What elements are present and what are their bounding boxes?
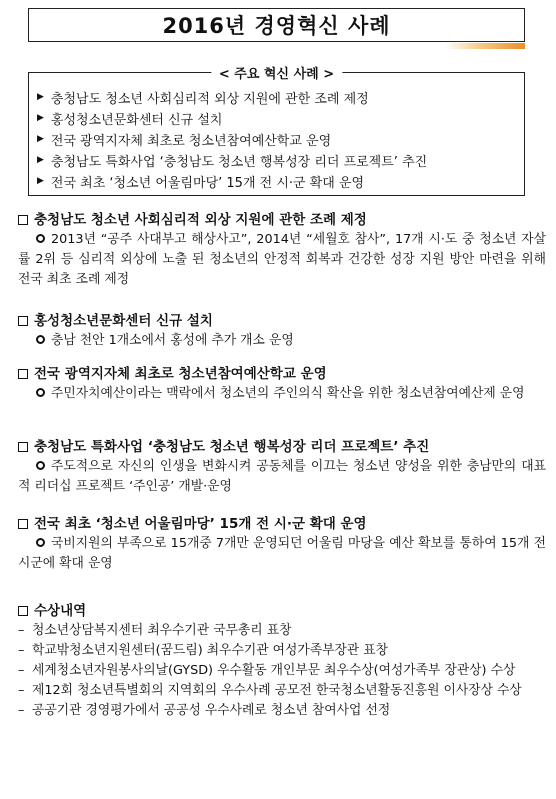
section-oullim-madang — [18, 514, 546, 574]
summary-item: ▶ 전국 광역지자체 최초로 청소년참여예산학교 운영 — [37, 134, 332, 149]
award-item: – 학교밖청소년지원센터(꿈드림) 최우수기관 여성가족부장관 표창 — [18, 643, 388, 658]
section-hongseong-center — [18, 311, 546, 351]
summary-item: ▶ 충청남도 특화사업 ‘충청남도 청소년 행복성장 리더 프로젝트’ 추진 — [37, 155, 428, 170]
section-title: 홍성청소년문화센터 신규 설치 — [18, 311, 546, 331]
summary-box — [28, 67, 525, 196]
section-title: 충청남도 특화사업 ‘충청남도 청소년 행복성장 리더 프로젝트’ 추진 — [18, 437, 546, 457]
square-bullet-icon — [18, 316, 28, 326]
section-title: 전국 광역지자체 최초로 청소년참여예산학교 운영 — [18, 364, 546, 384]
square-bullet-icon — [18, 215, 28, 225]
section-body: 2013년 “공주 사대부고 해상사고”, 2014년 “세월호 참사”, 17개 시·도 중 청소년 자살률 2위 등 심리적 외상에 노출 된 청소년의 안정적 회복과 건강한 성장 지원 방안 마련을 위해 전국 최초 조례 제정 — [18, 232, 546, 287]
section-title: 수상내역 — [18, 601, 546, 621]
award-item: – 세계청소년자원봉사의날(GYSD) 우수활동 개인부문 최우수상(여성가족부 장관상) 수상 — [18, 663, 516, 678]
square-bullet-icon — [18, 442, 28, 452]
award-item: – 공공기관 경영평가에서 공공성 우수사례로 청소년 참여사업 선정 — [18, 703, 391, 718]
triangle-bullet-icon: ▶ — [37, 155, 44, 165]
section-body: 주도적으로 자신의 인생을 변화시켜 공동체를 이끄는 청소년 양성을 위한 충남만의 대표적 리더십 프로젝트 ‘주인공’ 개발·운영 — [18, 459, 546, 494]
triangle-bullet-icon: ▶ — [37, 92, 44, 102]
section-body: 국비지원의 부족으로 15개중 7개만 운영되던 어울림 마당을 예산 확보를 통하여 15개 전 시군에 확대 운영 — [18, 536, 546, 571]
circle-bullet-icon — [36, 335, 45, 344]
section-body: 충남 천안 1개소에서 홍성에 추가 개소 운영 — [18, 331, 546, 351]
triangle-bullet-icon: ▶ — [37, 113, 44, 123]
accent-bar — [445, 43, 525, 49]
page-title: 2016년 경영혁신 사례 — [162, 14, 391, 38]
award-list — [18, 621, 546, 721]
triangle-bullet-icon: ▶ — [37, 176, 44, 186]
title-box — [28, 8, 525, 42]
section-leader-project — [18, 437, 546, 497]
square-bullet-icon — [18, 606, 28, 616]
circle-bullet-icon — [36, 461, 45, 470]
circle-bullet-icon — [36, 538, 45, 547]
section-title: 충청남도 청소년 사회심리적 외상 지원에 관한 조례 제정 — [18, 210, 546, 230]
summary-list — [37, 87, 518, 192]
award-item: – 제12회 청소년특별회의 지역회의 우수사례 공모전 한국청소년활동진흥원 이사장상 수상 — [18, 683, 522, 698]
award-item: – 청소년상담복지센터 최우수기관 국무총리 표창 — [18, 623, 292, 638]
section-body: 주민자치예산이라는 맥락에서 청소년의 주인의식 확산을 위한 청소년참여예산제 운영 — [18, 384, 546, 404]
section-awards — [18, 601, 546, 721]
summary-item: ▶ 홍성청소년문화센터 신규 설치 — [37, 113, 223, 128]
square-bullet-icon — [18, 369, 28, 379]
triangle-bullet-icon: ▶ — [37, 134, 44, 144]
section-trauma-ordinance — [18, 210, 546, 290]
section-title: 전국 최초 ‘청소년 어울림마당’ 15개 전 시·군 확대 운영 — [18, 514, 546, 534]
circle-bullet-icon — [36, 234, 45, 243]
circle-bullet-icon — [36, 388, 45, 397]
summary-item: ▶ 충청남도 청소년 사회심리적 외상 지원에 관한 조례 제정 — [37, 92, 369, 107]
section-budget-school — [18, 364, 546, 404]
summary-item: ▶ 전국 최초 ‘청소년 어울림마당’ 15개 전 시·군 확대 운영 — [37, 176, 365, 191]
square-bullet-icon — [18, 519, 28, 529]
summary-heading: < 주요 혁신 사례 > — [211, 63, 342, 82]
